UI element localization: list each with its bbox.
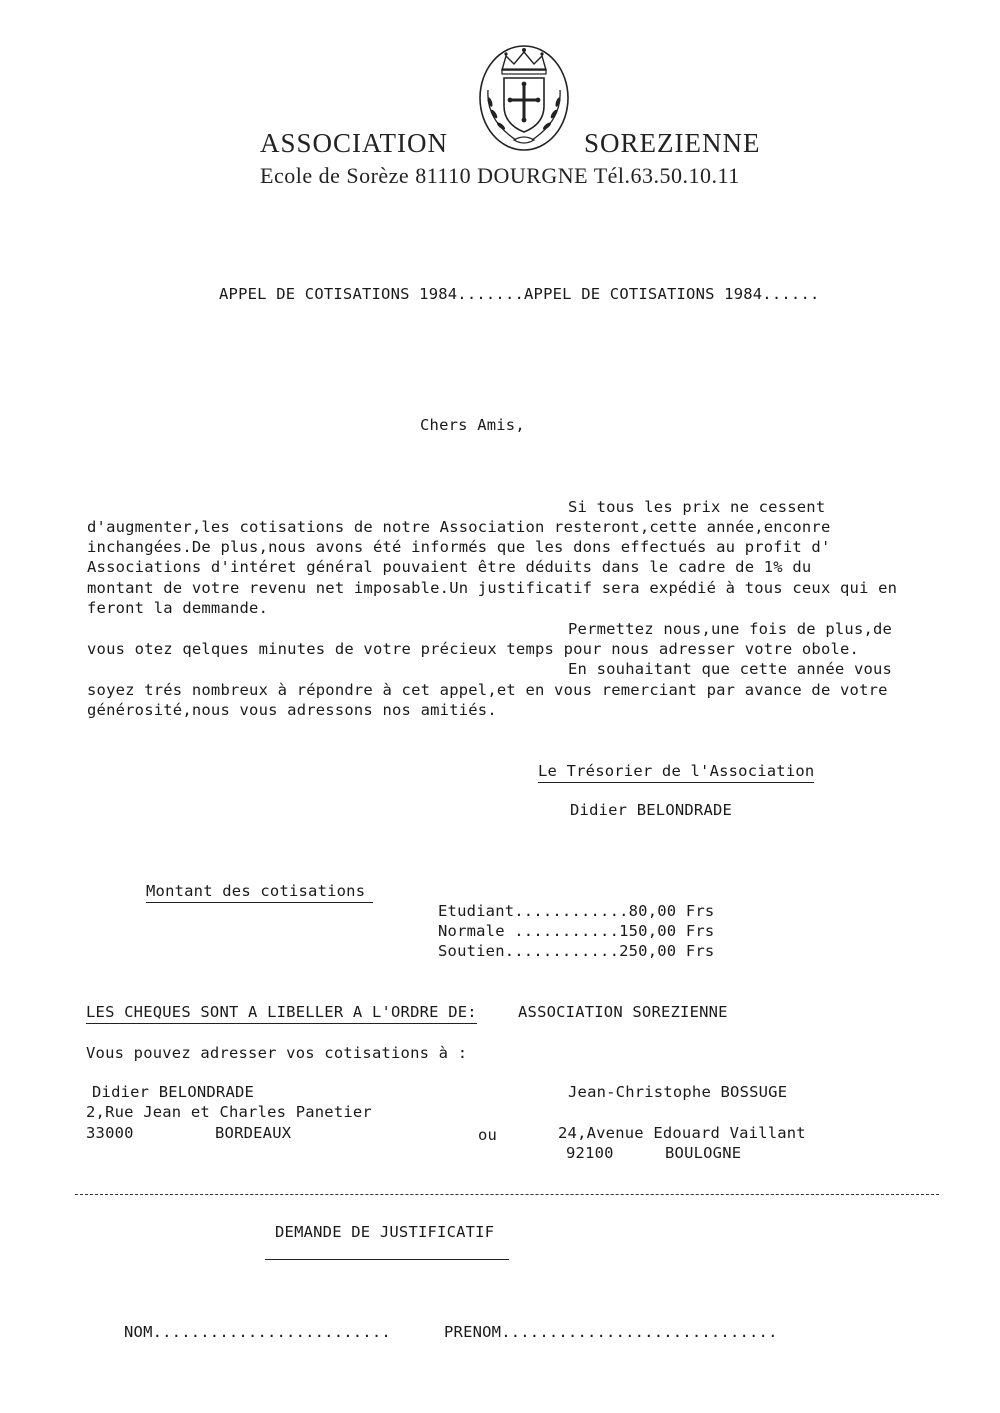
letterhead-name-right: SOREZIENNE [584, 128, 761, 158]
letter-line: Associations d'intéret général pouvaient être déduits dans le cadre de 1% du [87, 558, 812, 576]
signature-name: Didier BELONDRADE [570, 801, 733, 819]
cheques-payee: ASSOCIATION SOREZIENNE [518, 1003, 728, 1021]
fee-item: Normale ...........150,00 Frs [438, 922, 715, 940]
send-to-instruction: Vous pouvez adresser vos cotisations à : [86, 1044, 468, 1062]
address-left-name: Didier BELONDRADE [92, 1083, 255, 1101]
association-crest-logo [474, 40, 574, 152]
address-right-name: Jean-Christophe BOSSUGE [568, 1083, 788, 1101]
letter-line: soyez trés nombreux à répondre à cet appel,et en vous remerciant par avance de votre [87, 681, 888, 699]
letter-line: Permettez nous,une fois de plus,de [568, 620, 893, 638]
form-title: DEMANDE DE JUSTIFICATIF [275, 1223, 495, 1241]
address-right-street: 24,Avenue Edouard Vaillant [558, 1124, 806, 1142]
address-left-city: BORDEAUX [215, 1124, 292, 1142]
letter-line: vous otez qelques minutes de votre précieux temps pour nous adresser votre obole. [87, 640, 860, 658]
nom-field[interactable]: NOM......................... [124, 1323, 391, 1341]
or-label: ou [478, 1126, 498, 1144]
cheques-label: LES CHEQUES SONT A LIBELLER A L'ORDRE DE: [86, 1003, 477, 1024]
letterhead-address: Ecole de Sorèze 81110 DOURGNE Tél.63.50.10.11 [260, 163, 740, 188]
letter-line: Si tous les prix ne cessent [568, 498, 826, 516]
fee-item: Soutien............250,00 Frs [438, 942, 715, 960]
prenom-field[interactable]: PRENOM............................. [444, 1323, 778, 1341]
letter-line: En souhaitant que cette année vous [568, 660, 893, 678]
address-left-postcode: 33000 [86, 1124, 134, 1142]
letter-line: feront la demmande. [87, 599, 269, 617]
letterhead-name-left: ASSOCIATION [260, 128, 449, 158]
letter-line: montant de votre revenu net imposable.Un justificatif sera expédié à tous ceux qui en [87, 579, 898, 597]
letter-line: d'augmenter,les cotisations de notre Association resteront,cette année,enconre [87, 518, 831, 536]
appeal-title: APPEL DE COTISATIONS 1984.......APPEL DE COTISATIONS 1984...... [219, 285, 820, 303]
salutation: Chers Amis, [420, 416, 525, 434]
fee-item: Etudiant............80,00 Frs [438, 902, 715, 920]
letter-line: générosité,nous vous adressons nos amitiés. [87, 701, 497, 719]
address-left-street: 2,Rue Jean et Charles Panetier [86, 1103, 372, 1121]
cut-line-divider [75, 1194, 939, 1195]
address-right-city: BOULOGNE [665, 1144, 742, 1162]
fees-heading: Montant des cotisations [146, 882, 373, 903]
form-title-underline [265, 1259, 509, 1260]
signature-role: Le Trésorier de l'Association [538, 762, 814, 783]
address-right-postcode: 92100 [566, 1144, 614, 1162]
letter-line: inchangées.De plus,nous avons été informés que les dons effectués au profit d' [87, 538, 831, 556]
